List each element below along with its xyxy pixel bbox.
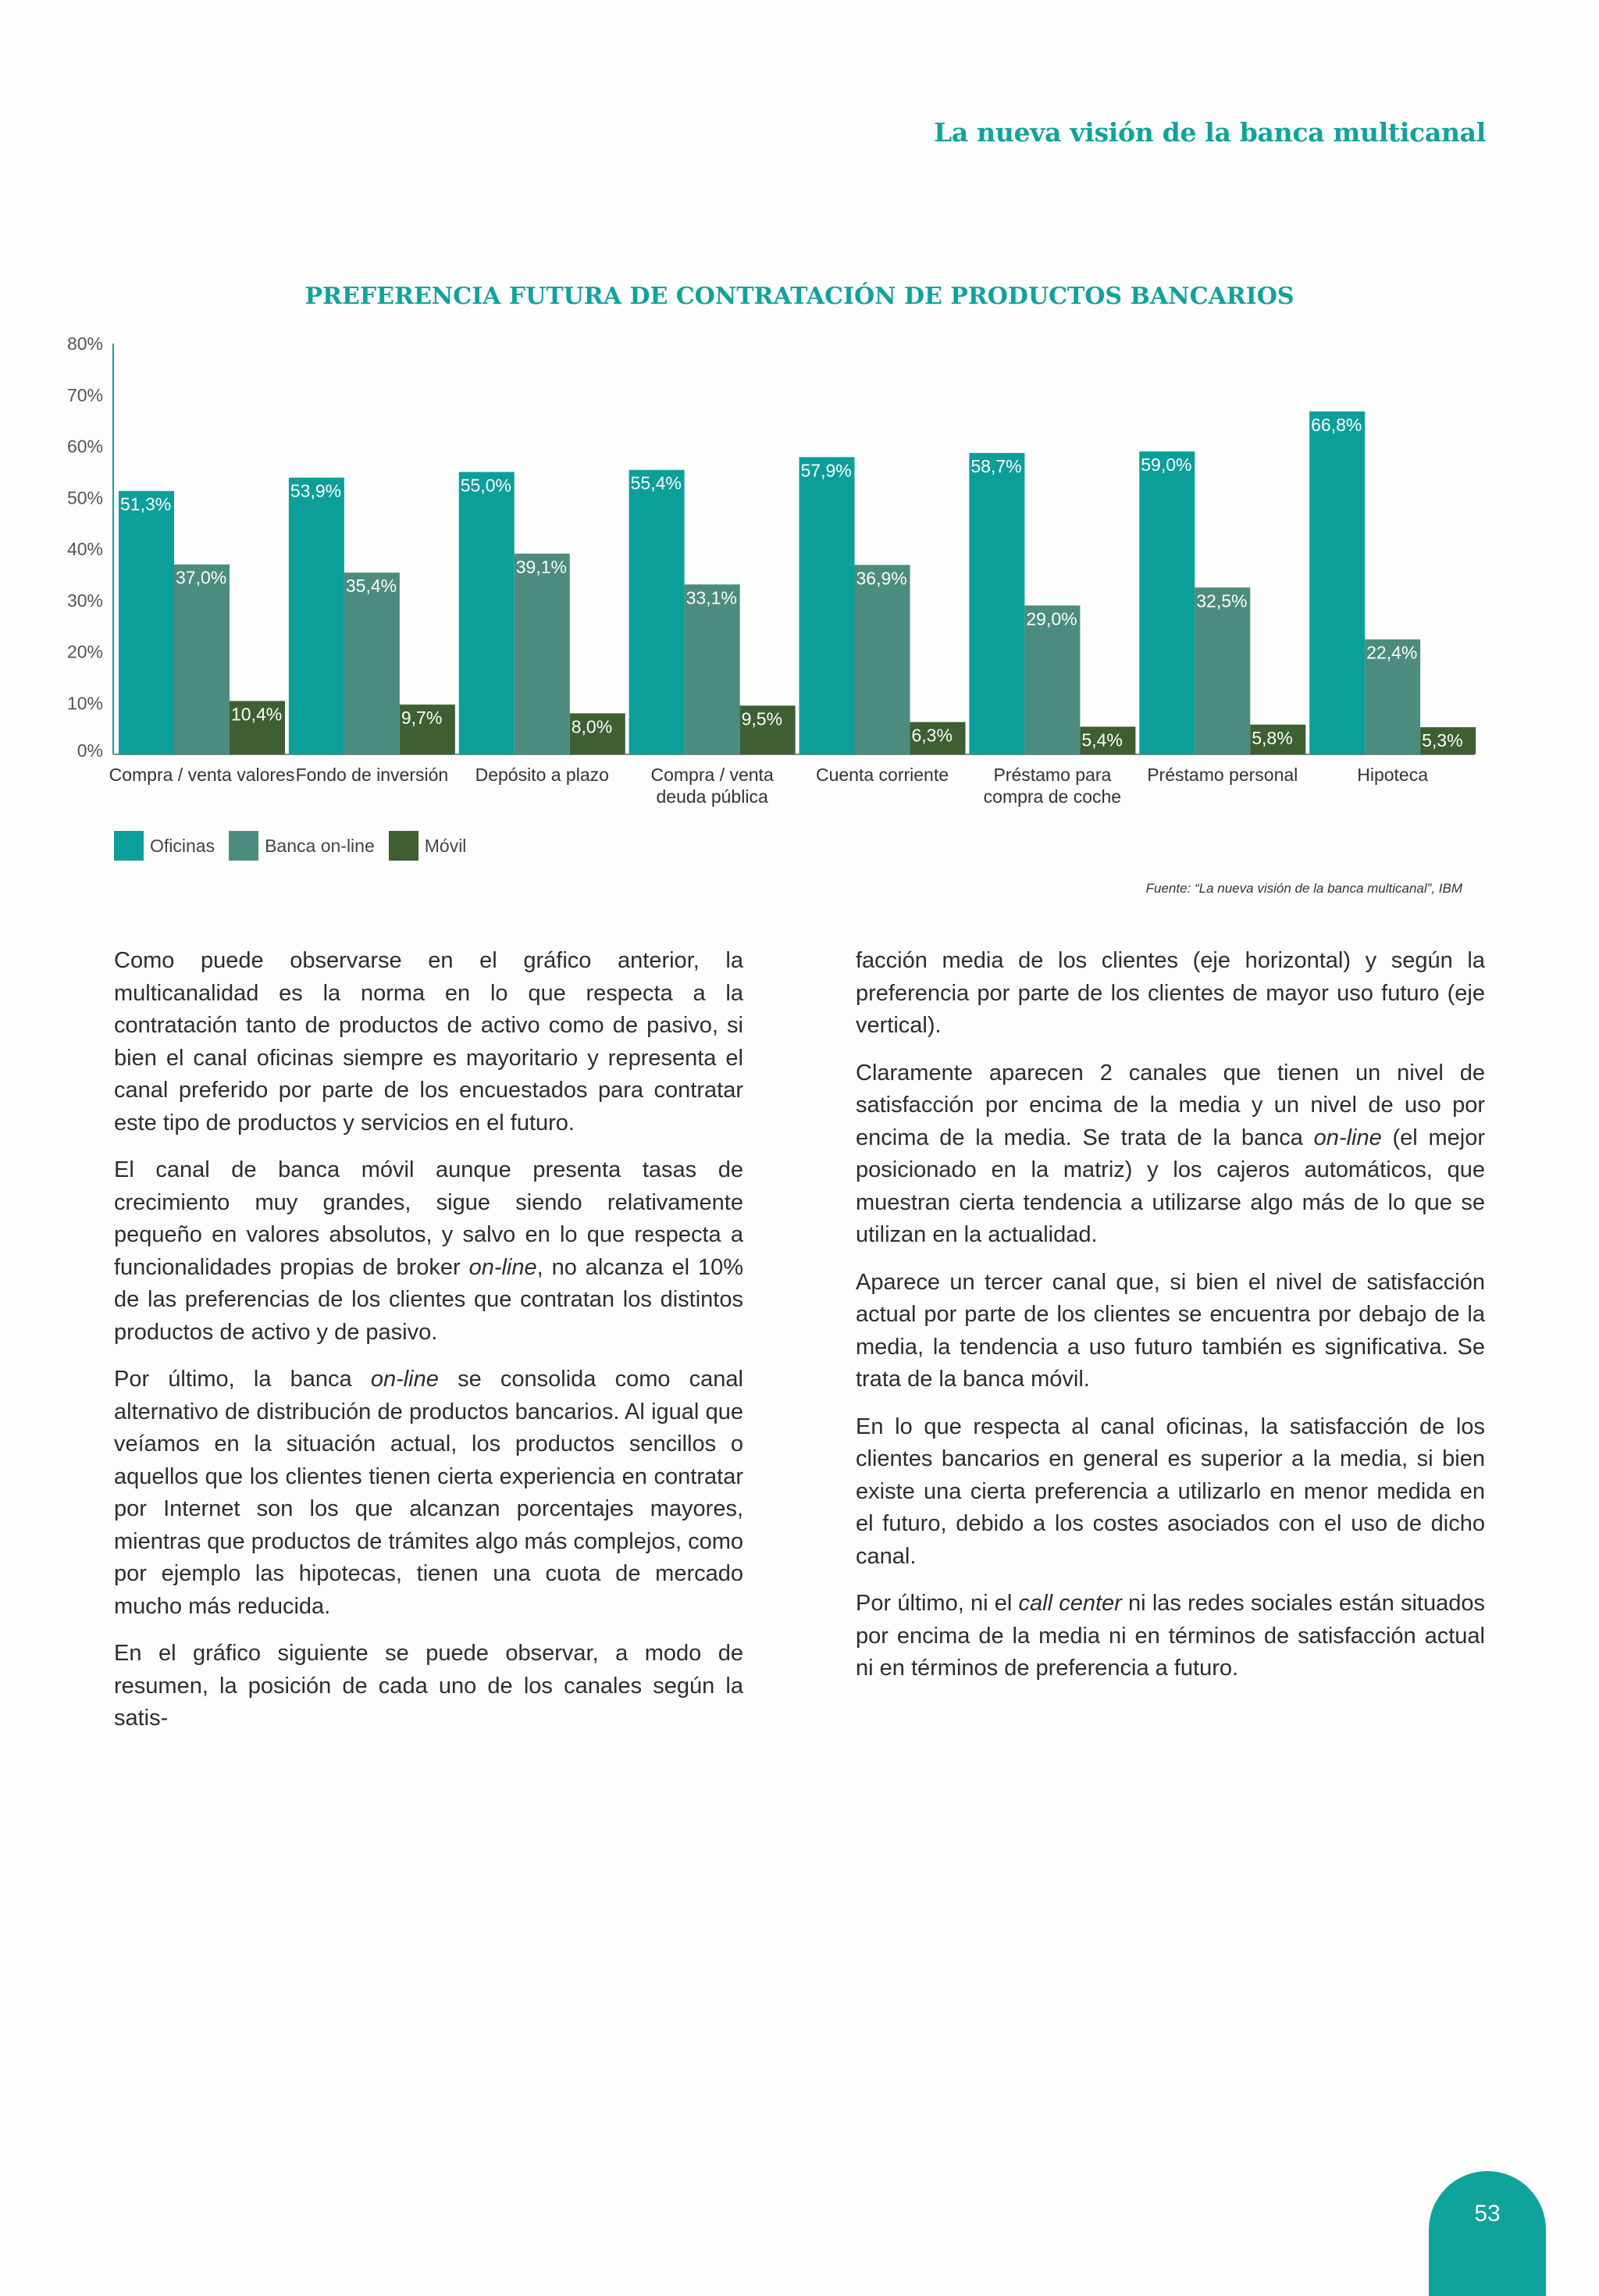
paragraph: Por último, la banca on-line se consolida como canal alternativo de distribución de productos bancarios. Al igual que veíamos en la situación actual, los productos sencillos o aquellos que los clientes tienen cierta experiencia en contratar por Internet son los que alcanzan porcentajes mayores, mientras que productos de trámites algo más complejos, como por ejemplo las hipotecas, tienen una cuota de mercado mucho más reducida. (114, 1367, 743, 1619)
x-category-label: Cuenta corriente (815, 765, 949, 785)
bar-chart (0, 312, 1599, 828)
bar-value-label: 10,4% (231, 704, 283, 725)
bar-banca-on-line (515, 554, 570, 754)
body-column-right (856, 945, 1485, 1700)
legend-swatch-banca-online (229, 831, 258, 861)
bar-oficinas (800, 457, 855, 754)
bar-banca-on-line (174, 565, 230, 754)
bar-value-label: 8,0% (571, 716, 613, 737)
bar-oficinas (119, 491, 174, 754)
legend-item-banca-online (229, 831, 375, 861)
bar-oficinas (1309, 412, 1365, 754)
x-category-label: Compra / venta valores (109, 765, 295, 785)
legend-label-movil: Móvil (424, 835, 467, 856)
x-category-label: Compra / venta (650, 765, 774, 785)
bar-banca-on-line (344, 572, 400, 754)
body-column-left (114, 945, 743, 1750)
bar-value-label: 9,7% (401, 708, 443, 729)
legend-label-banca-online: Banca on-line (265, 835, 375, 856)
bar-value-label: 5,3% (1422, 730, 1463, 751)
x-category-label: deuda pública (656, 786, 768, 807)
page-number-tab (1429, 2171, 1546, 2296)
y-tick-label: 60% (66, 436, 103, 457)
paragraph: Por último, ni el call center ni las redes sociales están situados por encima de la media ni en términos de satisfacción actual ni en términos de preferencia a futuro. (856, 1591, 1485, 1681)
legend-swatch-movil (389, 831, 418, 861)
legend-label-oficinas: Oficinas (150, 835, 215, 856)
paragraph: En el gráfico siguiente se puede observar, a modo de resumen, la posición de cada uno de los canales según la satis- (114, 1641, 743, 1731)
bar-value-label: 53,9% (290, 480, 342, 501)
bar-value-label: 51,3% (120, 494, 172, 515)
chart-legend (114, 831, 480, 861)
y-tick-label: 40% (66, 539, 103, 559)
bar-value-label: 55,4% (630, 472, 682, 494)
legend-item-movil (389, 831, 467, 861)
bar-value-label: 55,0% (460, 475, 511, 496)
bar-value-label: 57,9% (800, 460, 852, 481)
bar-banca-on-line (1195, 587, 1250, 754)
y-tick-label: 70% (66, 384, 103, 405)
bar-value-label: 5,4% (1081, 729, 1123, 750)
bar-value-label: 22,4% (1366, 642, 1418, 663)
y-tick-label: 20% (66, 641, 103, 662)
bar-value-label: 58,7% (970, 456, 1022, 477)
bar-oficinas (1139, 451, 1195, 754)
y-tick-label: 50% (66, 487, 103, 508)
bar-value-label: 29,0% (1026, 608, 1077, 629)
legend-item-oficinas (114, 831, 215, 861)
chart-title-text: PREFERENCIA FUTURA DE CONTRATACIÓN DE PRODUCTOS BANCARIOS (304, 283, 1295, 310)
chart-title (0, 283, 1599, 310)
paragraph: Claramente aparecen 2 canales que tienen un nivel de satisfacción por encima de la media y un nivel de uso por encima de la media. Se trata de la banca on-line (el mejor posicionado en la matriz) y los cajeros automáticos, que muestran cierta tendencia a utilizarse algo más de lo que se utilizan en la actualidad. (856, 1060, 1486, 1247)
y-tick-label: 10% (66, 693, 103, 714)
paragraph: facción media de los clientes (eje horizontal) y según la preferencia por parte de los clientes de mayor uso futuro (eje vertical). (856, 948, 1485, 1038)
x-category-label: Depósito a plazo (475, 765, 609, 785)
legend-swatch-oficinas (114, 831, 144, 861)
page-number: 53 (1474, 2201, 1501, 2226)
bar-oficinas (459, 472, 515, 754)
bar-value-label: 39,1% (515, 556, 567, 577)
bar-oficinas (629, 470, 685, 754)
bar-value-label: 5,8% (1252, 727, 1293, 748)
bar-oficinas (289, 478, 344, 754)
chart-source: Fuente: “La nueva visión de la banca multicanal”, IBM (1145, 881, 1462, 896)
bar-banca-on-line (855, 565, 910, 754)
paragraph: Como puede observarse en el gráfico anterior, la multicanalidad es la norma en lo que respecta a la contratación tanto de productos de activo como de pasivo, si bien el canal oficinas siempre es mayoritario y representa el canal preferido por parte de los encuestados para contratar este tipo de productos y servicios en el futuro. (114, 948, 743, 1136)
bar-banca-on-line (685, 584, 740, 754)
y-tick-label: 80% (66, 333, 103, 354)
paragraph: En lo que respecta al canal oficinas, la satisfacción de los clientes bancarios en general es superior a la media, si bien existe una cierta preferencia a utilizarlo en menor medida en el futuro, debido a los costes asociados con el uso de dicho canal. (856, 1414, 1485, 1569)
bar-value-label: 66,8% (1311, 414, 1362, 435)
bar-value-label: 9,5% (741, 708, 783, 729)
bar-value-label: 33,1% (686, 587, 737, 608)
bar-value-label: 36,9% (856, 568, 907, 589)
y-tick-label: 0% (77, 740, 103, 761)
bar-value-label: 6,3% (911, 725, 953, 746)
x-category-label: compra de coche (983, 786, 1122, 807)
bar-value-label: 37,0% (176, 567, 227, 588)
x-category-label: Préstamo para (993, 765, 1112, 785)
x-category-label: Fondo de inversión (295, 765, 449, 785)
paragraph: Aparece un tercer canal que, si bien el nivel de satisfacción actual por parte de los clientes se encuentra por debajo de la media, la tendencia a uso futuro también es significativa. Se trata de la banca móvil. (856, 1269, 1485, 1392)
x-category-label: Préstamo personal (1147, 765, 1298, 785)
paragraph: El canal de banca móvil aunque presenta tasas de crecimiento muy grandes, sigue siendo relativamente pequeño en valores absolutos, y salvo en lo que respecta a funcionalidades propias de broker on-line, no alcanza el 10% de las preferencias de los clientes que contratan los distintos productos de activo y de pasivo. (114, 1157, 743, 1345)
y-tick-label: 30% (66, 590, 103, 611)
bar-value-label: 32,5% (1196, 590, 1248, 611)
bar-oficinas (969, 453, 1024, 754)
x-category-label: Hipoteca (1357, 765, 1429, 785)
bar-value-label: 59,0% (1141, 455, 1192, 476)
bar-value-label: 35,4% (345, 576, 397, 597)
running-header-title: La nueva visión de la banca multicanal (933, 117, 1486, 148)
